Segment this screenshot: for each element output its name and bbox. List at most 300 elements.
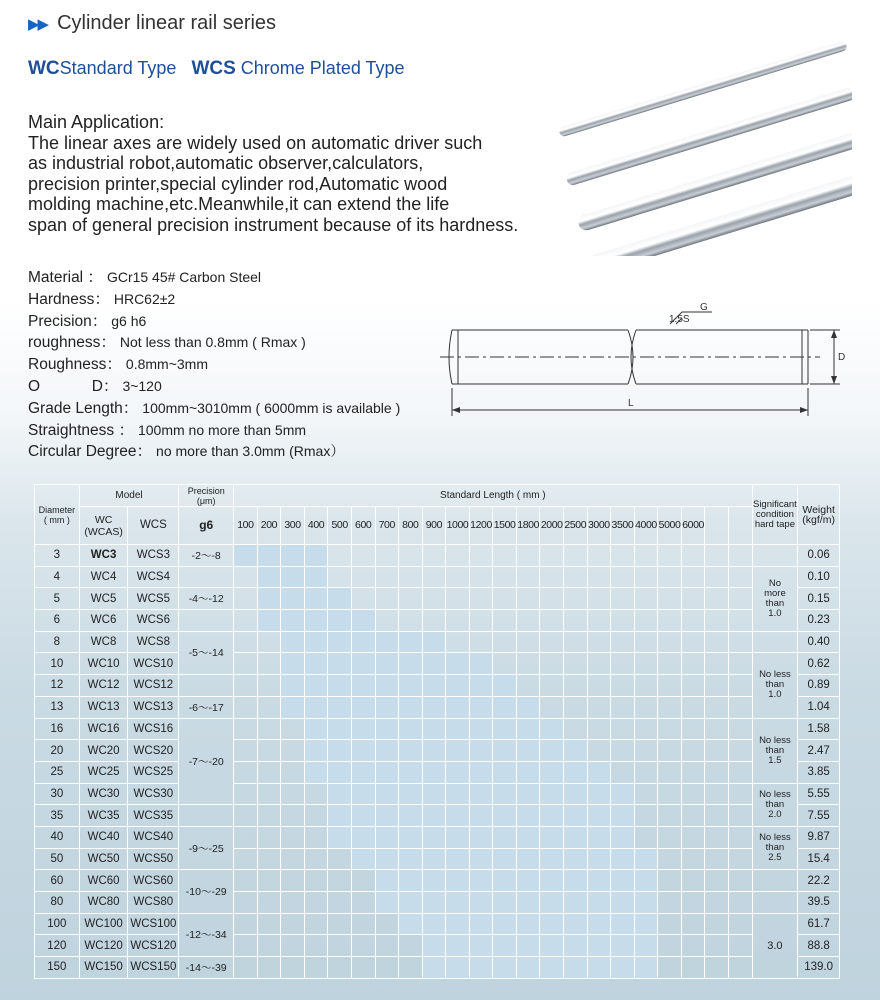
wcs-model-cell: WCS16 [128, 718, 179, 740]
length-header: 900 [422, 507, 446, 545]
length-availability-cell [587, 848, 611, 870]
weight-cell: 0.62 [798, 653, 840, 675]
length-availability-cell [705, 957, 729, 979]
wcs-model-cell: WCS13 [128, 696, 179, 718]
wcs-model-cell: WCS120 [128, 935, 179, 957]
length-availability-cell [658, 566, 682, 588]
diameter-cell: 40 [35, 826, 80, 848]
wc-model-cell: WC25 [79, 761, 128, 783]
length-availability-cell [234, 805, 258, 827]
length-availability-cell [540, 566, 564, 588]
length-availability-cell [493, 870, 517, 892]
length-availability-cell [304, 826, 328, 848]
length-availability-cell [728, 935, 752, 957]
significant-cell [752, 870, 798, 892]
length-availability-cell [540, 848, 564, 870]
length-availability-cell [257, 631, 281, 653]
diameter-cell: 120 [35, 935, 80, 957]
wcs-model-cell: WCS100 [128, 913, 179, 935]
spec-od: O D： 3~120 [28, 377, 162, 395]
length-availability-cell [564, 696, 588, 718]
length-availability-cell [257, 610, 281, 632]
table-row [35, 740, 840, 762]
wc-header: WC (WCAS) [79, 507, 128, 545]
length-availability-cell [658, 761, 682, 783]
length-availability-cell [375, 566, 399, 588]
length-availability-cell [564, 892, 588, 914]
length-availability-cell [375, 783, 399, 805]
diameter-cell: 6 [35, 610, 80, 632]
page-title [28, 12, 276, 35]
length-availability-cell [469, 870, 493, 892]
significant-cell: No less than 2.0 [752, 783, 798, 826]
precision-header: Precision (μm) [179, 485, 234, 507]
significant-cell: No less than 1.5 [752, 718, 798, 783]
length-availability-cell [658, 631, 682, 653]
spec-roughness-min: roughness： Not less than 0.8mm ( Rmax ) [28, 334, 306, 352]
length-availability-cell [611, 935, 635, 957]
length-header: 3000 [587, 507, 611, 545]
length-availability-cell [634, 610, 658, 632]
length-availability-cell [611, 848, 635, 870]
length-availability-cell [469, 935, 493, 957]
precision-cell: -2～-8 [179, 545, 234, 567]
table-row [35, 610, 840, 632]
length-availability-cell [469, 631, 493, 653]
significant-cell [752, 892, 798, 914]
length-availability-cell [351, 805, 375, 827]
length-availability-cell [375, 848, 399, 870]
length-availability-cell [658, 696, 682, 718]
length-availability-cell [422, 805, 446, 827]
length-availability-cell [611, 761, 635, 783]
diameter-cell: 5 [35, 588, 80, 610]
length-availability-cell [234, 631, 258, 653]
length-availability-cell [681, 935, 705, 957]
length-availability-cell [446, 783, 470, 805]
length-availability-cell [705, 653, 729, 675]
length-availability-cell [257, 675, 281, 697]
length-availability-cell [399, 957, 423, 979]
wcs-model-cell: WCS80 [128, 892, 179, 914]
length-availability-cell [328, 696, 352, 718]
length-availability-cell [564, 631, 588, 653]
length-availability-cell [257, 761, 281, 783]
table-row [35, 957, 840, 979]
length-availability-cell [681, 783, 705, 805]
wc-model-cell: WC4 [79, 566, 128, 588]
precision-cell [179, 675, 234, 697]
length-availability-cell [469, 566, 493, 588]
length-availability-cell [304, 913, 328, 935]
length-availability-cell [304, 696, 328, 718]
length-availability-cell [234, 848, 258, 870]
length-availability-cell [681, 718, 705, 740]
length-availability-cell [658, 740, 682, 762]
length-availability-cell [257, 913, 281, 935]
length-availability-cell [681, 848, 705, 870]
length-availability-cell [540, 675, 564, 697]
wc-model-cell: WC50 [79, 848, 128, 870]
spec-precision: Precision： g6 h6 [28, 312, 147, 330]
length-availability-cell [658, 783, 682, 805]
length-availability-cell [446, 588, 470, 610]
length-availability-cell [422, 892, 446, 914]
length-availability-cell [257, 783, 281, 805]
diameter-cell: 16 [35, 718, 80, 740]
table-row [35, 631, 840, 653]
diameter-cell: 30 [35, 783, 80, 805]
wcs-model-cell: WCS30 [128, 783, 179, 805]
length-availability-cell [705, 610, 729, 632]
length-availability-cell [281, 696, 305, 718]
length-availability-cell [681, 957, 705, 979]
length-availability-cell [728, 588, 752, 610]
length-availability-cell [234, 783, 258, 805]
table-row [35, 696, 840, 718]
wcs-model-cell: WCS60 [128, 870, 179, 892]
length-availability-cell [634, 740, 658, 762]
length-availability-cell [540, 610, 564, 632]
length-availability-cell [705, 631, 729, 653]
length-availability-cell [681, 653, 705, 675]
diameter-cell: 4 [35, 566, 80, 588]
length-availability-cell [446, 913, 470, 935]
length-availability-cell [469, 718, 493, 740]
application-text: The linear axes are widely used on automatic driver such as industrial robot,automatic observer,calculators, precision printer,special cylinder rod,Automatic wood molding machine,etc.Meanwhile,it can extend the life span of general precision instrument because of its hardness. [28, 132, 519, 235]
length-availability-cell [328, 761, 352, 783]
length-availability-cell [728, 892, 752, 914]
wc-model-cell: WC10 [79, 653, 128, 675]
length-availability-cell [375, 675, 399, 697]
length-availability-cell [611, 610, 635, 632]
length-availability-cell [281, 675, 305, 697]
length-availability-cell [540, 588, 564, 610]
length-availability-cell [611, 826, 635, 848]
length-availability-cell [328, 566, 352, 588]
wc-model-cell: WC60 [79, 870, 128, 892]
length-availability-cell [328, 848, 352, 870]
length-availability-cell [658, 545, 682, 567]
length-availability-cell [681, 588, 705, 610]
length-availability-cell [634, 653, 658, 675]
length-availability-cell [564, 870, 588, 892]
length-availability-cell [587, 870, 611, 892]
length-availability-cell [658, 935, 682, 957]
length-availability-cell [728, 870, 752, 892]
rod-1 [558, 40, 848, 137]
table-row [35, 935, 840, 957]
length-availability-cell [234, 935, 258, 957]
length-availability-cell [351, 545, 375, 567]
length-availability-cell [469, 761, 493, 783]
length-availability-cell [634, 783, 658, 805]
length-availability-cell [611, 588, 635, 610]
significant-cell: No more than 1.0 [752, 566, 798, 631]
length-availability-cell [234, 913, 258, 935]
length-availability-cell [564, 675, 588, 697]
table-row [35, 761, 840, 783]
length-availability-cell [493, 826, 517, 848]
length-availability-cell [304, 892, 328, 914]
length-availability-cell [281, 545, 305, 567]
length-availability-cell [234, 826, 258, 848]
length-availability-cell [681, 892, 705, 914]
length-availability-cell [351, 631, 375, 653]
diameter-cell: 60 [35, 870, 80, 892]
length-availability-cell [375, 957, 399, 979]
length-availability-cell [257, 653, 281, 675]
length-availability-cell [587, 675, 611, 697]
length-availability-cell [728, 566, 752, 588]
weight-cell: 88.8 [798, 935, 840, 957]
length-availability-cell [705, 588, 729, 610]
length-availability-cell [681, 913, 705, 935]
length-availability-cell [681, 740, 705, 762]
length-availability-cell [634, 588, 658, 610]
length-availability-cell [304, 870, 328, 892]
length-availability-cell [257, 566, 281, 588]
precision-cell [179, 566, 234, 588]
length-availability-cell [540, 892, 564, 914]
weight-cell: 7.55 [798, 805, 840, 827]
weight-cell: 0.06 [798, 545, 840, 567]
length-availability-cell [399, 675, 423, 697]
weight-cell: 0.23 [798, 610, 840, 632]
diameter-cell: 50 [35, 848, 80, 870]
length-availability-cell [446, 631, 470, 653]
length-availability-cell [399, 696, 423, 718]
length-availability-cell [564, 783, 588, 805]
precision-cell: -10～-29 [179, 870, 234, 913]
length-availability-cell [728, 631, 752, 653]
length-availability-cell [399, 718, 423, 740]
length-availability-cell [304, 566, 328, 588]
length-availability-cell [257, 718, 281, 740]
length-availability-cell [281, 761, 305, 783]
length-availability-cell [540, 826, 564, 848]
length-availability-cell [658, 913, 682, 935]
length-availability-cell [611, 892, 635, 914]
length-availability-cell [351, 892, 375, 914]
length-availability-cell [281, 566, 305, 588]
length-availability-cell [281, 892, 305, 914]
length-availability-cell [681, 696, 705, 718]
length-availability-cell [516, 610, 540, 632]
length-availability-cell [611, 545, 635, 567]
wcs-model-cell: WCS8 [128, 631, 179, 653]
length-availability-cell [446, 826, 470, 848]
table-row [35, 653, 840, 675]
precision-cell: -14～-39 [179, 957, 234, 979]
wcs-model-cell: WCS40 [128, 826, 179, 848]
length-availability-cell [587, 631, 611, 653]
precision-cell: -4～-12 [179, 588, 234, 610]
length-availability-cell [281, 740, 305, 762]
length-availability-cell [375, 610, 399, 632]
length-availability-cell [540, 935, 564, 957]
length-availability-cell [611, 783, 635, 805]
length-availability-cell [658, 957, 682, 979]
length-header: 1200 [469, 507, 493, 545]
length-availability-cell [587, 718, 611, 740]
length-availability-cell [587, 935, 611, 957]
length-availability-cell [328, 610, 352, 632]
length-availability-cell [422, 653, 446, 675]
wc-model-cell: WC30 [79, 783, 128, 805]
length-availability-cell [446, 805, 470, 827]
length-availability-cell [351, 696, 375, 718]
wcs-label: Chrome Plated Type [240, 58, 405, 78]
wc-model-cell: WC35 [79, 805, 128, 827]
length-availability-cell [493, 892, 517, 914]
length-availability-cell [375, 653, 399, 675]
length-availability-cell [351, 740, 375, 762]
wcs-model-cell: WCS5 [128, 588, 179, 610]
length-header: 300 [281, 507, 305, 545]
g-label: G [700, 302, 708, 313]
length-availability-cell [257, 588, 281, 610]
length-availability-cell [658, 718, 682, 740]
length-availability-cell [705, 545, 729, 567]
spec-grade-length: Grade Length： 100mm~3010mm ( 6000mm is available ) [28, 399, 401, 417]
length-availability-cell [634, 718, 658, 740]
length-availability-cell [304, 805, 328, 827]
length-availability-cell [446, 848, 470, 870]
length-availability-cell [658, 848, 682, 870]
length-availability-cell [587, 957, 611, 979]
length-availability-cell [281, 913, 305, 935]
wcs-model-cell: WCS50 [128, 848, 179, 870]
length-availability-cell [399, 631, 423, 653]
weight-cell: 22.2 [798, 870, 840, 892]
length-availability-cell [516, 566, 540, 588]
length-availability-cell [516, 761, 540, 783]
length-header: 700 [375, 507, 399, 545]
length-availability-cell [564, 913, 588, 935]
length-availability-cell [587, 761, 611, 783]
length-availability-cell [446, 892, 470, 914]
length-availability-cell [540, 740, 564, 762]
length-availability-cell [564, 718, 588, 740]
length-availability-cell [587, 740, 611, 762]
length-availability-cell [304, 935, 328, 957]
length-availability-cell [304, 610, 328, 632]
weight-cell: 3.85 [798, 761, 840, 783]
length-availability-cell [587, 892, 611, 914]
wc-model-cell: WC100 [79, 913, 128, 935]
length-header: 200 [257, 507, 281, 545]
length-availability-cell [658, 892, 682, 914]
weight-cell: 0.15 [798, 588, 840, 610]
weight-cell: 2.47 [798, 740, 840, 762]
length-availability-cell [611, 566, 635, 588]
rod-3 [576, 129, 852, 232]
wc-model-cell: WC12 [79, 675, 128, 697]
length-availability-cell [422, 610, 446, 632]
length-availability-cell [516, 718, 540, 740]
length-availability-cell [446, 761, 470, 783]
length-availability-cell [399, 653, 423, 675]
length-availability-cell [634, 761, 658, 783]
length-availability-cell [281, 783, 305, 805]
rod-2 [565, 86, 852, 186]
length-availability-cell [493, 718, 517, 740]
length-availability-cell [493, 805, 517, 827]
length-availability-cell [705, 892, 729, 914]
length-availability-cell [304, 848, 328, 870]
length-availability-cell [658, 805, 682, 827]
length-header [705, 507, 729, 545]
length-availability-cell [257, 892, 281, 914]
length-availability-cell [634, 566, 658, 588]
length-availability-cell [728, 761, 752, 783]
length-availability-cell [351, 675, 375, 697]
length-availability-cell [516, 653, 540, 675]
length-header: 1800 [516, 507, 540, 545]
length-availability-cell [351, 761, 375, 783]
length-availability-cell [540, 870, 564, 892]
length-availability-cell [728, 545, 752, 567]
length-availability-cell [281, 870, 305, 892]
length-availability-cell [611, 805, 635, 827]
length-availability-cell [516, 545, 540, 567]
precision-cell: -5～-14 [179, 631, 234, 674]
length-availability-cell [351, 913, 375, 935]
diameter-cell: 8 [35, 631, 80, 653]
length-availability-cell [375, 892, 399, 914]
length-availability-cell [375, 740, 399, 762]
length-availability-cell [399, 740, 423, 762]
length-availability-cell [681, 805, 705, 827]
length-availability-cell [351, 783, 375, 805]
wcs-model-cell: WCS6 [128, 610, 179, 632]
length-availability-cell [234, 957, 258, 979]
length-header [728, 507, 752, 545]
length-availability-cell [375, 761, 399, 783]
length-availability-cell [281, 610, 305, 632]
table-row [35, 783, 840, 805]
length-availability-cell [234, 870, 258, 892]
wcs-model-cell: WCS25 [128, 761, 179, 783]
length-availability-cell [328, 783, 352, 805]
length-availability-cell [611, 957, 635, 979]
length-availability-cell [564, 566, 588, 588]
length-availability-cell [564, 957, 588, 979]
length-header: 1500 [493, 507, 517, 545]
length-availability-cell [351, 566, 375, 588]
length-availability-cell [469, 588, 493, 610]
length-availability-cell [257, 826, 281, 848]
diameter-cell: 13 [35, 696, 80, 718]
length-availability-cell [516, 892, 540, 914]
length-availability-cell [469, 545, 493, 567]
length-availability-cell [399, 935, 423, 957]
length-availability-cell [681, 566, 705, 588]
length-availability-cell [705, 870, 729, 892]
length-availability-cell [516, 826, 540, 848]
length-availability-cell [281, 826, 305, 848]
weight-cell: 1.04 [798, 696, 840, 718]
length-availability-cell [422, 718, 446, 740]
length-availability-cell [399, 913, 423, 935]
length-availability-cell [375, 588, 399, 610]
length-availability-cell [705, 718, 729, 740]
table-row [35, 545, 840, 567]
length-availability-cell [328, 740, 352, 762]
length-availability-cell [257, 870, 281, 892]
significant-cell: No less than 1.0 [752, 653, 798, 718]
